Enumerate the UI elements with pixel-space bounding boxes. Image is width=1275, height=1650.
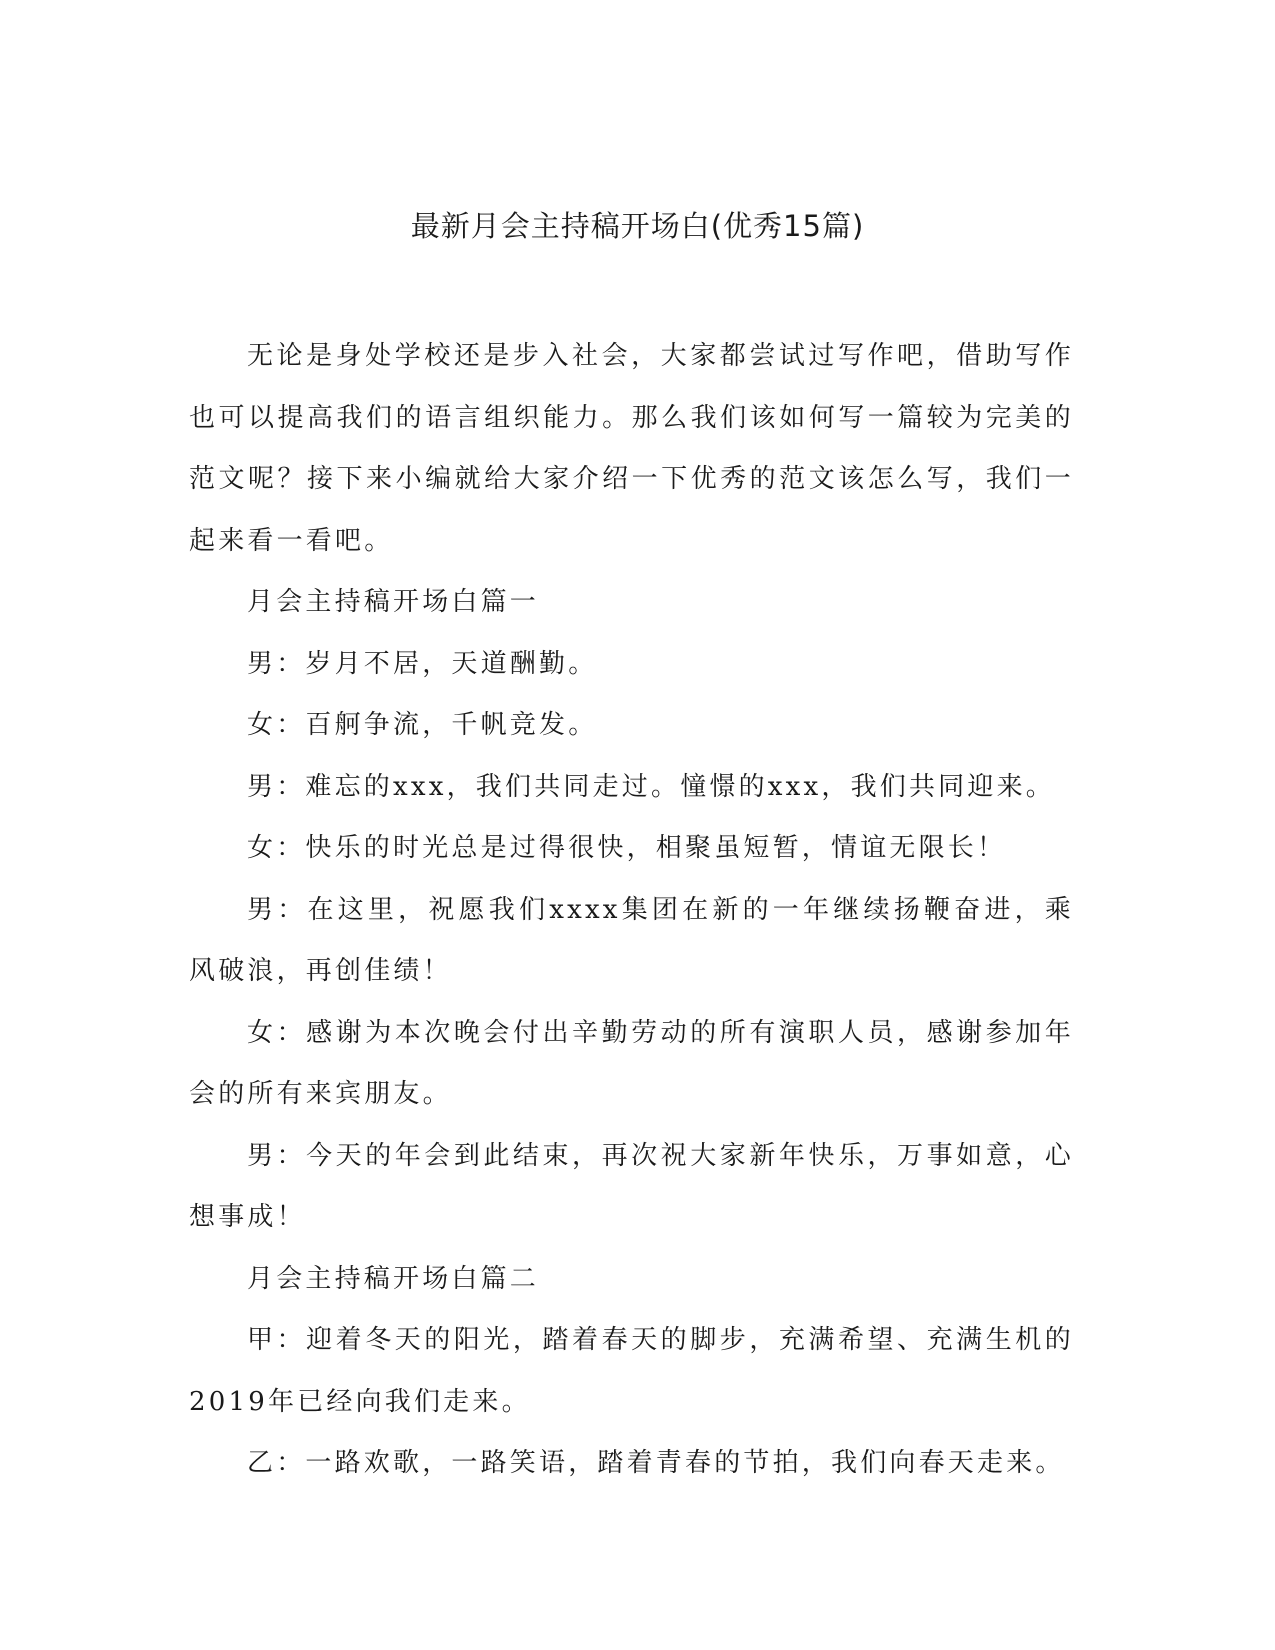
section-heading-1: 月会主持稿开场白篇一 (247, 587, 540, 617)
intro-paragraph: 无论是身处学校还是步入社会，大家都尝试过写作吧，借助写作也可以提高我们的语言组织能力。那么我们该如何写一篇较为完美的范文呢？接下来小编就给大家介绍一下优秀的范文该怎么写，我们一起来看一看吧。 (189, 341, 1074, 556)
dialogue-line: 男：今天的年会到此结束，再次祝大家新年快乐，万事如意，心想事成！ (189, 1140, 1074, 1232)
dialogue-line: 男：在这里，祝愿我们xxxx集团在新的一年继续扬鞭奋进，乘风破浪，再创佳绩！ (189, 894, 1074, 986)
document-title: 最新月会主持稿开场白(优秀15篇) (410, 209, 865, 243)
dialogue-line: 甲：迎着冬天的阳光，踏着春天的脚步，充满希望、充满生机的2019年已经向我们走来。 (189, 1325, 1074, 1417)
dialogue-line: 男：岁月不居，天道酬勤。 (247, 648, 598, 679)
dialogue-line: 女：感谢为本次晚会付出辛勤劳动的所有演职人员，感谢参加年会的所有来宾朋友。 (189, 1017, 1074, 1109)
dialogue-line: 男：难忘的xxx，我们共同走过。憧憬的xxx，我们共同迎来。 (247, 771, 1055, 802)
section-heading-2: 月会主持稿开场白篇二 (247, 1263, 540, 1294)
dialogue-line: 乙：一路欢歌，一路笑语，踏着青春的节拍，我们向春天走来。 (247, 1448, 1065, 1478)
document-body (189, 326, 1074, 1495)
dialogue-line: 女：百舸争流，千帆竞发。 (247, 710, 598, 740)
dialogue-line: 女：快乐的时光总是过得很快，相聚虽短暂，情谊无限长！ (247, 833, 1007, 863)
